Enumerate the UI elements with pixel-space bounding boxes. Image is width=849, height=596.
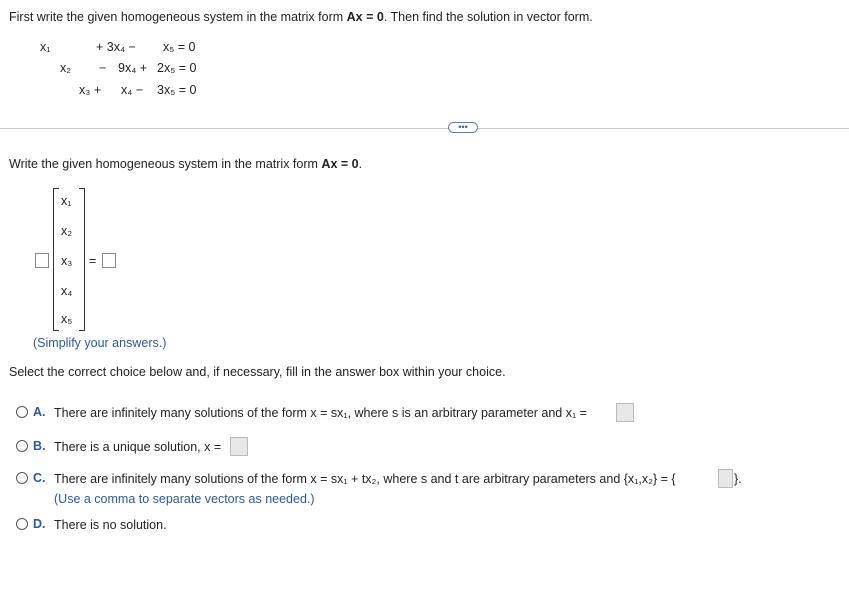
choice-b-radio[interactable]	[16, 440, 28, 452]
instructions-formula: Ax = 0	[346, 10, 384, 24]
part-prompt	[9, 157, 362, 171]
choice-a-radio[interactable]	[16, 406, 28, 418]
vector-entry: x₃	[61, 254, 73, 268]
eq2-minus: −	[99, 61, 107, 75]
eq2-x5: 2x₅ = 0	[157, 61, 197, 75]
eq2-x2: x₂	[60, 61, 72, 75]
choice-d-text: There is no solution.	[54, 518, 167, 532]
eq1-x1: x₁	[40, 40, 51, 54]
vector-entry: x₁	[61, 194, 72, 208]
select-prompt: Select the correct choice below and, if necessary, fill in the answer box within your choice.	[9, 365, 506, 379]
vector-right-bracket	[79, 188, 85, 331]
choice-d-radio[interactable]	[16, 518, 28, 530]
eq3-x3: x₃ +	[79, 83, 102, 97]
eq1-x4: + 3x₄ −	[96, 40, 136, 54]
choice-a-answer-box[interactable]	[616, 403, 634, 422]
choice-b-answer-box[interactable]	[230, 437, 248, 456]
choice-d-letter: D.	[33, 517, 46, 531]
choice-c-answer-box[interactable]	[718, 469, 733, 488]
vector-entry: x₂	[61, 224, 73, 238]
more-button[interactable]: •••	[448, 122, 478, 133]
choice-b-text: There is a unique solution, x =	[54, 440, 222, 454]
vector-entry: x₄	[61, 284, 73, 298]
simplify-note: (Simplify your answers.)	[33, 336, 167, 350]
eq2-x4: 9x₄ +	[118, 61, 148, 75]
instructions-text: First write the given homogeneous system in the matrix form	[9, 10, 344, 24]
choice-c-radio[interactable]	[16, 472, 28, 484]
section-divider	[0, 128, 849, 129]
instructions-tail: . Then find the solution in vector form.	[383, 10, 593, 24]
choice-b-letter: B.	[33, 439, 46, 453]
part-prompt-text: Write the given homogeneous system in the matrix form	[9, 157, 318, 171]
choice-c-close: }.	[734, 472, 742, 486]
vector-entry: x₅	[61, 312, 73, 326]
eq3-x5: 3x₅ = 0	[157, 83, 197, 97]
instructions	[9, 10, 593, 24]
choice-c-letter: C.	[33, 471, 46, 485]
eq3-x4: x₄ −	[121, 83, 144, 97]
matrix-answer-box[interactable]	[35, 253, 49, 268]
eq1-x5: x₅ = 0	[163, 40, 196, 54]
choice-a-text: There are infinitely many solutions of the form x = sx₁, where s is an arbitrary parameter and x₁ =	[54, 406, 587, 420]
part-prompt-end: .	[358, 157, 363, 171]
rhs-answer-box[interactable]	[102, 253, 116, 268]
vector-left-bracket	[53, 188, 59, 331]
choice-a-letter: A.	[33, 405, 46, 419]
equals-sign: =	[89, 254, 97, 268]
choice-c-note: (Use a comma to separate vectors as needed.)	[54, 492, 315, 506]
choice-c-text: There are infinitely many solutions of the form x = sx₁ + tx₂, where s and t are arbitrary parameters and {x₁,x₂} = {	[54, 472, 676, 486]
part-prompt-formula: Ax = 0	[321, 157, 359, 171]
